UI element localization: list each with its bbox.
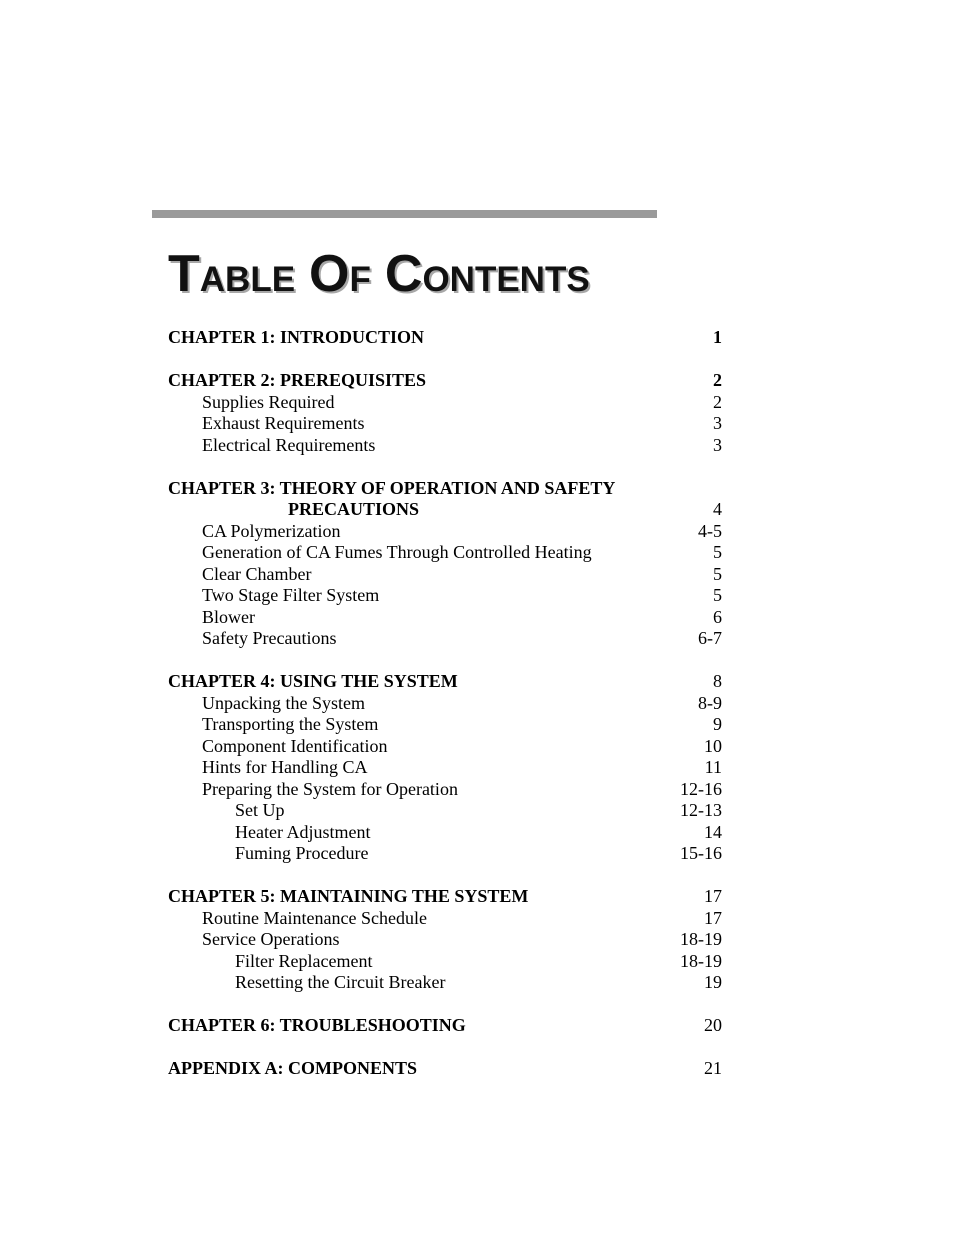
toc-item-ca-polymerization[interactable] [168, 521, 728, 543]
toc-entry-label: Set Up [235, 800, 285, 820]
toc-entry-page: 14 [704, 821, 722, 842]
toc-entry-page: 10 [704, 735, 722, 756]
toc-entry-label: Electrical Requirements [202, 434, 376, 455]
toc-entry-page: 5 [713, 542, 722, 562]
toc-entry-label: Unpacking the System [202, 692, 365, 713]
toc-entry-label: Service Operations [202, 929, 340, 949]
toc-entry-page: 20 [704, 1015, 722, 1035]
toc-item-two-stage-filter-system[interactable] [168, 585, 728, 607]
toc-entry-page: 18-19 [680, 929, 722, 949]
table-of-contents [168, 327, 728, 1080]
toc-entry-label: Exhaust Requirements [202, 413, 365, 433]
toc-entry-label: Supplies Required [202, 391, 335, 412]
toc-item-preparing-the-system[interactable] [168, 779, 728, 801]
toc-item-service-operations[interactable] [168, 929, 728, 951]
toc-entry-label: CHAPTER 2: PREREQUISITES [168, 370, 427, 390]
toc-entry-page: 11 [704, 757, 722, 777]
toc-subitem-set-up[interactable] [168, 800, 728, 822]
toc-entry-page: 21 [704, 1058, 722, 1078]
toc-entry-page: 4 [713, 499, 722, 519]
toc-entry-label: PRECAUTIONS [288, 499, 420, 519]
toc-entry-page: 1 [713, 327, 722, 347]
toc-entry-label: Hints for Handling CA [202, 757, 368, 777]
toc-item-unpacking-the-system[interactable] [168, 693, 728, 715]
toc-entry-page: 5 [713, 585, 722, 605]
toc-chapter-3-continued[interactable] [168, 499, 728, 521]
toc-entry-page: 3 [713, 413, 722, 433]
toc-entry-label: CHAPTER 1: INTRODUCTION [168, 327, 425, 347]
toc-entry-page: 2 [713, 391, 722, 412]
toc-entry-label: Resetting the Circuit Breaker [235, 972, 446, 992]
toc-item-transporting-the-system[interactable] [168, 714, 728, 736]
toc-chapter-1[interactable] [168, 327, 728, 349]
toc-entry-label: CHAPTER 6: TROUBLESHOOTING [168, 1015, 466, 1035]
toc-item-safety-precautions[interactable] [168, 628, 728, 650]
toc-subitem-heater-adjustment[interactable] [168, 822, 728, 844]
toc-entry-page: 8 [713, 671, 722, 691]
toc-appendix-a[interactable] [168, 1058, 728, 1080]
toc-entry-page: 2 [713, 370, 722, 390]
toc-entry-label: CA Polymerization [202, 520, 341, 541]
toc-entry-label: APPENDIX A: COMPONENTS [168, 1058, 418, 1078]
toc-entry-page: 12-13 [680, 800, 722, 820]
toc-chapter-2[interactable] [168, 370, 728, 392]
toc-item-supplies-required[interactable] [168, 392, 728, 414]
toc-entry-label: Blower [202, 606, 255, 627]
toc-entry-page: 17 [704, 907, 722, 928]
toc-entry-label: Two Stage Filter System [202, 585, 380, 605]
toc-chapter-3[interactable] [168, 478, 728, 500]
toc-entry-label: CHAPTER 5: MAINTAINING THE SYSTEM [168, 886, 529, 906]
toc-entry-label: Heater Adjustment [235, 821, 371, 842]
toc-entry-label: CHAPTER 4: USING THE SYSTEM [168, 671, 458, 691]
toc-entry-page: 4-5 [698, 520, 722, 541]
toc-entry-label: Clear Chamber [202, 563, 312, 584]
toc-entry-label: Preparing the System for Operation [202, 778, 458, 799]
toc-entry-page: 3 [713, 434, 722, 455]
toc-entry-label: Component Identification [202, 735, 388, 756]
toc-chapter-5[interactable] [168, 886, 728, 908]
toc-item-exhaust-requirements[interactable] [168, 413, 728, 435]
header-rule [152, 210, 657, 218]
toc-entry-page: 18-19 [680, 950, 722, 971]
toc-entry-label: Transporting the System [202, 714, 379, 734]
toc-item-generation-of-ca-fumes[interactable] [168, 542, 728, 564]
toc-entry-label: Filter Replacement [235, 950, 373, 971]
toc-entry-label: Generation of CA Fumes Through Controlled Heating [202, 542, 592, 562]
toc-item-blower[interactable] [168, 607, 728, 629]
toc-item-hints-for-handling-ca[interactable] [168, 757, 728, 779]
toc-entry-page: 6-7 [698, 628, 722, 648]
toc-item-electrical-requirements[interactable] [168, 435, 728, 457]
toc-entry-label: CHAPTER 3: THEORY OF OPERATION AND SAFETY [168, 477, 616, 498]
toc-entry-page: 9 [713, 714, 722, 734]
toc-entry-label: Safety Precautions [202, 628, 337, 648]
toc-entry-page: 5 [713, 563, 722, 584]
toc-chapter-6[interactable] [168, 1015, 728, 1037]
toc-item-component-identification[interactable] [168, 736, 728, 758]
page-title: TABLE OF CONTENTS [168, 245, 590, 303]
toc-entry-page: 8-9 [698, 692, 722, 713]
toc-entry-page: 19 [704, 972, 722, 992]
toc-entry-page: 15-16 [680, 843, 722, 863]
toc-entry-page: 12-16 [680, 778, 722, 799]
toc-chapter-4[interactable] [168, 671, 728, 693]
toc-item-routine-maintenance-schedule[interactable] [168, 908, 728, 930]
toc-subitem-fuming-procedure[interactable] [168, 843, 728, 865]
toc-entry-label: Fuming Procedure [235, 843, 369, 863]
toc-entry-page: 17 [704, 886, 722, 906]
toc-subitem-resetting-circuit-breaker[interactable] [168, 972, 728, 994]
toc-entry-page: 6 [713, 606, 722, 627]
toc-item-clear-chamber[interactable] [168, 564, 728, 586]
toc-entry-label: Routine Maintenance Schedule [202, 907, 427, 928]
toc-subitem-filter-replacement[interactable] [168, 951, 728, 973]
